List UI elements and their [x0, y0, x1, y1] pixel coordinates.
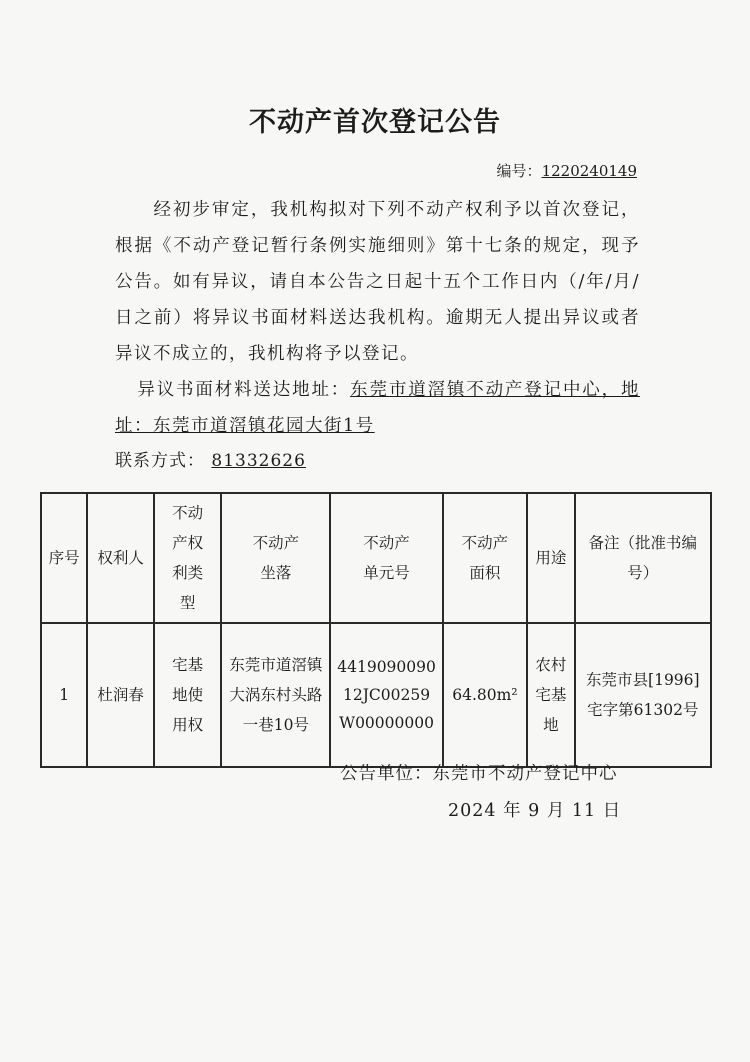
header-right-type: 不动产权利类型 [154, 493, 221, 623]
number-value: 1220240149 [541, 162, 637, 180]
header-note: 备注（批准书编号） [575, 493, 711, 623]
header-area: 不动产面积 [443, 493, 527, 623]
cell-seq: 1 [41, 623, 87, 767]
notice-paragraph [115, 192, 640, 372]
objection-address-value: 东莞市道滘镇不动产登记中心，地址：东莞市道滘镇花园大街1号 [115, 380, 641, 436]
announcing-unit: 公告单位：东莞市不动产登记中心 [340, 764, 618, 784]
header-owner: 权利人 [87, 493, 154, 623]
contact-line [115, 446, 306, 471]
cell-use: 农村宅基地 [527, 623, 575, 767]
notice-text: 经初步审定，我机构拟对下列不动产权利予以首次登记，根据《不动产登记暂行条例实施细则》第十七条的规定，现予公告。如有异议，请自本公告之日起十五个工作日内（/年/月/日之前）将异议书面材料送达我机构。逾期无人提出异议或者异议不成立的，我机构将予以登记。 [115, 200, 640, 364]
cell-note: 东莞市县[1996]宅字第61302号 [575, 623, 711, 767]
cell-right-type: 宅基地使用权 [154, 623, 221, 767]
cell-area: 64.80m² [443, 623, 527, 767]
document-number [497, 160, 637, 181]
table-header-row [41, 493, 711, 623]
objection-address-label: 异议书面材料送达地址： [137, 380, 351, 400]
objection-address-paragraph [115, 372, 640, 444]
property-table [40, 492, 712, 768]
announcement-date: 2024 年 9 月 11 日 [448, 801, 622, 821]
header-location: 不动产坐落 [221, 493, 330, 623]
contact-label: 联系方式： [115, 451, 205, 471]
page-title: 不动产首次登记公告 [249, 107, 501, 138]
cell-unit-number: 441909009012JC00259W00000000 [330, 623, 442, 767]
contact-phone: 81332626 [211, 451, 306, 471]
cell-location: 东莞市道滘镇大涡东村头路一巷10号 [221, 623, 330, 767]
number-label: 编号： [496, 162, 542, 180]
header-seq: 序号 [41, 493, 87, 623]
header-use: 用途 [527, 493, 575, 623]
cell-owner: 杜润春 [87, 623, 154, 767]
table-row [41, 623, 711, 767]
header-unit-number: 不动产单元号 [330, 493, 442, 623]
